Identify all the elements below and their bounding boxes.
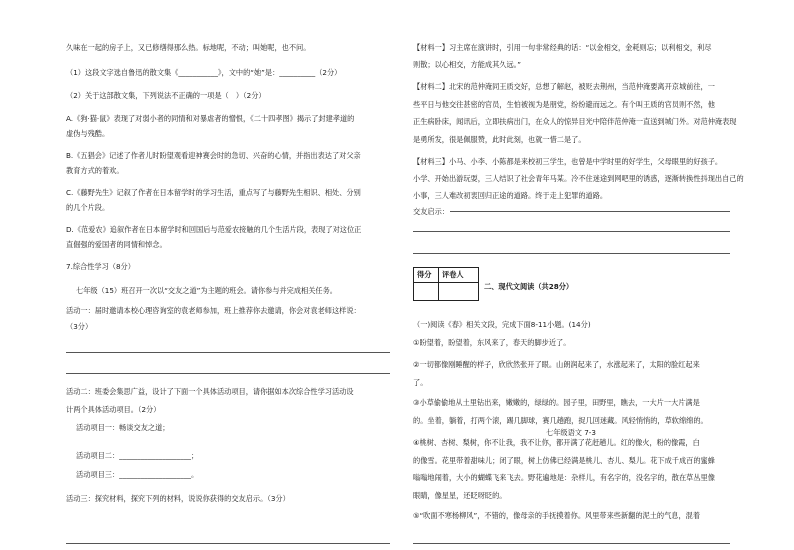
activity-1-score: （3分） bbox=[66, 322, 93, 331]
grader-label: 评卷人 bbox=[442, 270, 464, 279]
answer-line[interactable] bbox=[66, 373, 390, 374]
paragraph-3-cont: 的。坐着，躺着，打两个滚，踢几脚球，赛几趟跑，捉几回迷藏。风轻悄悄的，草软绵绵的。 bbox=[413, 416, 708, 425]
material-1: 【材料一】习主席在演讲时，引用一句非常经典的话：“以金相交，金耗则忘；以利相交，利尽 bbox=[413, 43, 712, 52]
answer-line[interactable] bbox=[413, 231, 730, 232]
section-7-title: 7.综合性学习（8分） bbox=[66, 262, 135, 271]
option-d-cont: 直倔强的爱国者的同情和悼念。 bbox=[66, 240, 167, 249]
option-a-cont: 虚伪与残酷。 bbox=[66, 129, 110, 138]
paragraph-4-cont: 眼睛，像星星，还眨呀眨的。 bbox=[413, 491, 507, 500]
answer-line[interactable] bbox=[413, 253, 730, 254]
project-1: 活动项目一：畅谈交友之道； bbox=[76, 423, 170, 432]
project-3[interactable]: 活动项目三：____________________。 bbox=[76, 470, 199, 479]
option-b-cont: 教育方式的着欢。 bbox=[66, 166, 124, 175]
material-3-cont: 小学、开始出游玩耍，三人结识了社会青年马某。冷不住迷途到网吧里的诱惑，逐渐转换性抖现出自己的 bbox=[413, 174, 744, 183]
paragraph-4-cont: 嗡嗡地闹着，大小的蝴蝶飞来飞去。野花遍地是：杂样儿，有名字的，没名字的，散在草丛里像 bbox=[413, 473, 715, 482]
activity-2: 活动二：班委会集思广益，设计了下面一个具体活动项目，请你据如本次综合性学习活动设 bbox=[66, 387, 354, 396]
material-2-cont: 正生病卧床，闻讯后，立即扶病出门，在众人的惊异目光中陪伴范仲淹一直送到城门外。对范仲淹表现 bbox=[413, 117, 737, 126]
page-footer: 七年级语文 7-3 bbox=[546, 428, 596, 437]
divider bbox=[438, 268, 439, 300]
material-3: 【材料三】小马、小李、小陈都是来校初三学生，也曾是中学时里的好学生，父母眼里的好孩子。 bbox=[413, 157, 723, 166]
paragraph-3: ③小草偷偷地从土里钻出来，嫩嫩的，绿绿的。园子里，田野里，瞧去，一大片一大片满是 bbox=[413, 398, 700, 407]
paragraph-5: ⑤“吹面不寒杨柳风”，不错的，像母亲的手抚摸着你。风里带来些新翻的泥土的气息，混着 bbox=[413, 511, 701, 520]
material-2-cont: 是勇所发，很是佩服赞，此时此刻，也就一惜二是了。 bbox=[413, 135, 586, 144]
answer-line[interactable] bbox=[413, 543, 730, 544]
paragraph-4-cont: 的像雪。花里带着甜味儿；闭了眼，树上仿佛已经满是桃儿、杏儿、梨儿。花下成千成百的蜜蜂 bbox=[413, 456, 715, 465]
answer-line[interactable] bbox=[66, 543, 390, 544]
option-b: B.《五猖会》记述了作者儿时盼望观看迎神赛会时的急切、兴奋的心情，并指出表达了对父亲 bbox=[66, 151, 361, 160]
material-3-cont: 小事，三人难改初衷回归正途的道路。终于走上犯罪的道路。 bbox=[413, 191, 608, 200]
activity-1: 活动一：届时邀请本校心理咨询室的袁老师参加，班上推荐你去邀请，你会对袁老师这样说： bbox=[66, 306, 361, 315]
reading-1-title: （一)阅读《春》相关文段，完成下面8-11小题。(14分) bbox=[413, 320, 591, 329]
option-a: A.《狗·猫·鼠》表现了对弱小者的同情和对暴虐者的憎恨，《二十四孝图》揭示了封建孝道的 bbox=[66, 114, 355, 123]
project-2[interactable]: 活动项目二：____________________； bbox=[76, 451, 199, 460]
intro-text: 七年级（15）班召开一次以“交友之道”为主题的班会。请你参与并完成相关任务。 bbox=[76, 286, 337, 295]
option-c-cont: 的几个片段。 bbox=[66, 203, 110, 212]
question-1: （1）这段文字选自鲁迅的散文集《___________》，文中的“她”是：__________（2分） bbox=[66, 68, 342, 77]
divider bbox=[414, 282, 478, 283]
activity-2-cont: 计两个具体活动项目。（2分） bbox=[66, 405, 161, 414]
option-d: D.《范爱农》追叙作者在日本留学时和回国后与范爱农接触的几个生活片段，表现了对这位正 bbox=[66, 225, 362, 234]
material-2: 【材料二】北宋的范仲淹同王质交好，总想了解赵，被贬去荆州，当范仲淹要离开京城前往，一 bbox=[413, 82, 715, 91]
section-2-title: 二、现代文阅读（共28分） bbox=[484, 282, 574, 291]
paragraph-4: ④桃树、杏树、梨树，你不让我，我不让你，都开满了花赶趟儿。红的像火，粉的像霞，白 bbox=[413, 438, 700, 447]
answer-line[interactable] bbox=[66, 352, 390, 353]
score-box bbox=[413, 267, 479, 301]
paragraph-1: ①盼望着，盼望着，东风来了，春天的脚步近了。 bbox=[413, 338, 571, 347]
material-1-cont: 则散；以心相交，方能成其久远。” bbox=[413, 60, 521, 69]
text-line: 久味在一起的房子上，又已修缮得那么热。标地呢，不动；叫她呢，也不问。 bbox=[66, 43, 311, 52]
answer-line[interactable] bbox=[450, 211, 730, 212]
activity-3: 活动三：探究材料，探究下列的材料，说说你获得的交友启示。（3分） bbox=[66, 494, 290, 503]
paragraph-2-cont: 了。 bbox=[413, 378, 428, 387]
option-c: C.《藤野先生》记叙了作者在日本留学时的学习生活，重点写了与藤野先生相识、相处、分别 bbox=[66, 188, 361, 197]
paragraph-2: ②一切都像刚睡醒的样子，欣欣然张开了眼。山朗润起来了，水涨起来了，太阳的脸红起来 bbox=[413, 360, 700, 369]
material-2-cont: 些平日与他交往甚密的官员，生怕被视为是朋党，纷纷避而远之。有个叫王质的官员则不然，他 bbox=[413, 100, 715, 109]
score-label: 得分 bbox=[417, 270, 432, 279]
question-2: （2）关于这部散文集，下列说法不正确的一项是（ ）（2分） bbox=[66, 91, 266, 100]
jiaoyou-label: 交友启示： bbox=[413, 207, 449, 216]
